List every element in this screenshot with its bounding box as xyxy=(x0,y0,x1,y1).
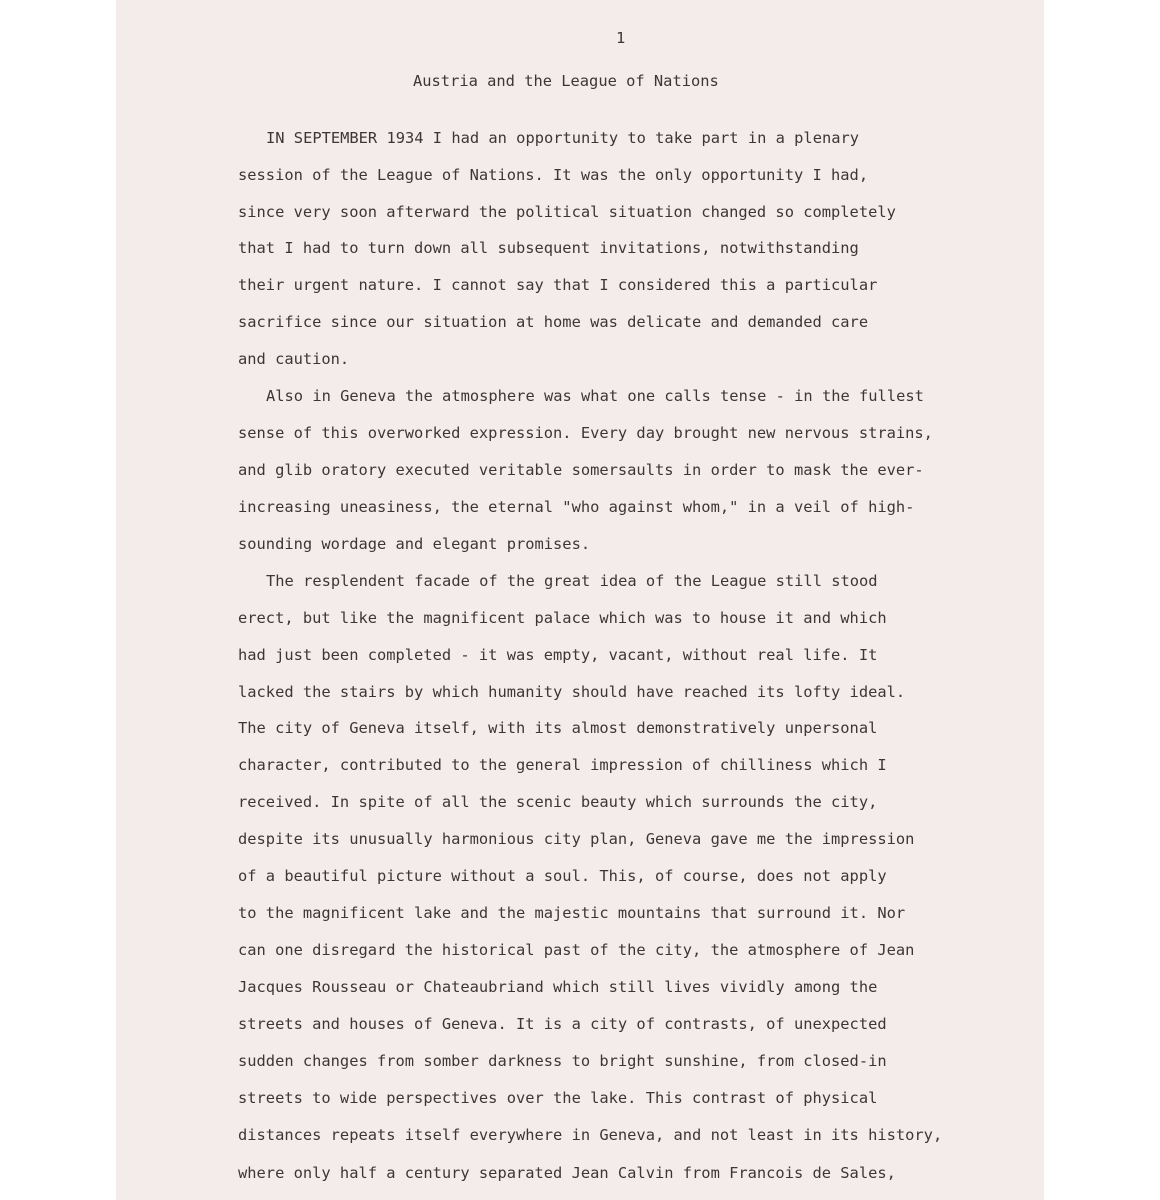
text-line: received. In spite of all the scenic beauty which surrounds the city, xyxy=(238,793,878,811)
text-line: sudden changes from somber darkness to bright sunshine, from closed-in xyxy=(238,1052,887,1070)
text-line: lacked the stairs by which humanity should have reached its lofty ideal. xyxy=(238,683,906,701)
text-line: of a beautiful picture without a soul. This, of course, does not apply xyxy=(238,867,887,885)
text-line: Also in Geneva the atmosphere was what one calls tense - in the fullest xyxy=(266,387,924,405)
text-line: to the magnificent lake and the majestic mountains that surround it. Nor xyxy=(238,904,906,922)
text-line: that I had to turn down all subsequent invitations, notwithstanding xyxy=(238,239,859,257)
text-line: increasing uneasiness, the eternal "who against whom," in a veil of high- xyxy=(238,498,915,516)
text-line: sense of this overworked expression. Every day brought new nervous strains, xyxy=(238,424,933,442)
text-line: and caution. xyxy=(238,350,350,368)
text-line: streets and houses of Geneva. It is a city of contrasts, of unexpected xyxy=(238,1015,887,1033)
text-line: and glib oratory executed veritable somersaults in order to mask the ever- xyxy=(238,461,924,479)
text-line: erect, but like the magnificent palace which was to house it and which xyxy=(238,609,887,627)
text-line: where only half a century separated Jean Calvin from Francois de Sales, xyxy=(238,1164,896,1182)
text-line: can one disregard the historical past of the city, the atmosphere of Jean xyxy=(238,941,915,959)
text-line: The resplendent facade of the great idea of the League still stood xyxy=(266,572,878,590)
text-line: sounding wordage and elegant promises. xyxy=(238,535,591,553)
text-line: The city of Geneva itself, with its almost demonstratively unpersonal xyxy=(238,719,878,737)
text-line: despite its unusually harmonious city plan, Geneva gave me the impression xyxy=(238,830,915,848)
text-line: had just been completed - it was empty, vacant, without real life. It xyxy=(238,646,878,664)
page-number: 1 xyxy=(616,29,626,47)
text-line: session of the League of Nations. It was the only opportunity I had, xyxy=(238,166,869,184)
text-line: distances repeats itself everywhere in Geneva, and not least in its history, xyxy=(238,1126,943,1144)
text-line: their urgent nature. I cannot say that I considered this a particular xyxy=(238,276,878,294)
text-line: Jacques Rousseau or Chateaubriand which still lives vividly among the xyxy=(238,978,878,996)
text-line: sacrifice since our situation at home was delicate and demanded care xyxy=(238,313,869,331)
text-line: since very soon afterward the political situation changed so completely xyxy=(238,203,896,221)
text-line: IN SEPTEMBER 1934 I had an opportunity to take part in a plenary xyxy=(266,129,860,147)
text-line: streets to wide perspectives over the lake. This contrast of physical xyxy=(238,1089,878,1107)
text-line: character, contributed to the general impression of chilliness which I xyxy=(238,756,887,774)
document-page xyxy=(116,0,1044,1200)
document-title: Austria and the League of Nations xyxy=(413,72,719,90)
